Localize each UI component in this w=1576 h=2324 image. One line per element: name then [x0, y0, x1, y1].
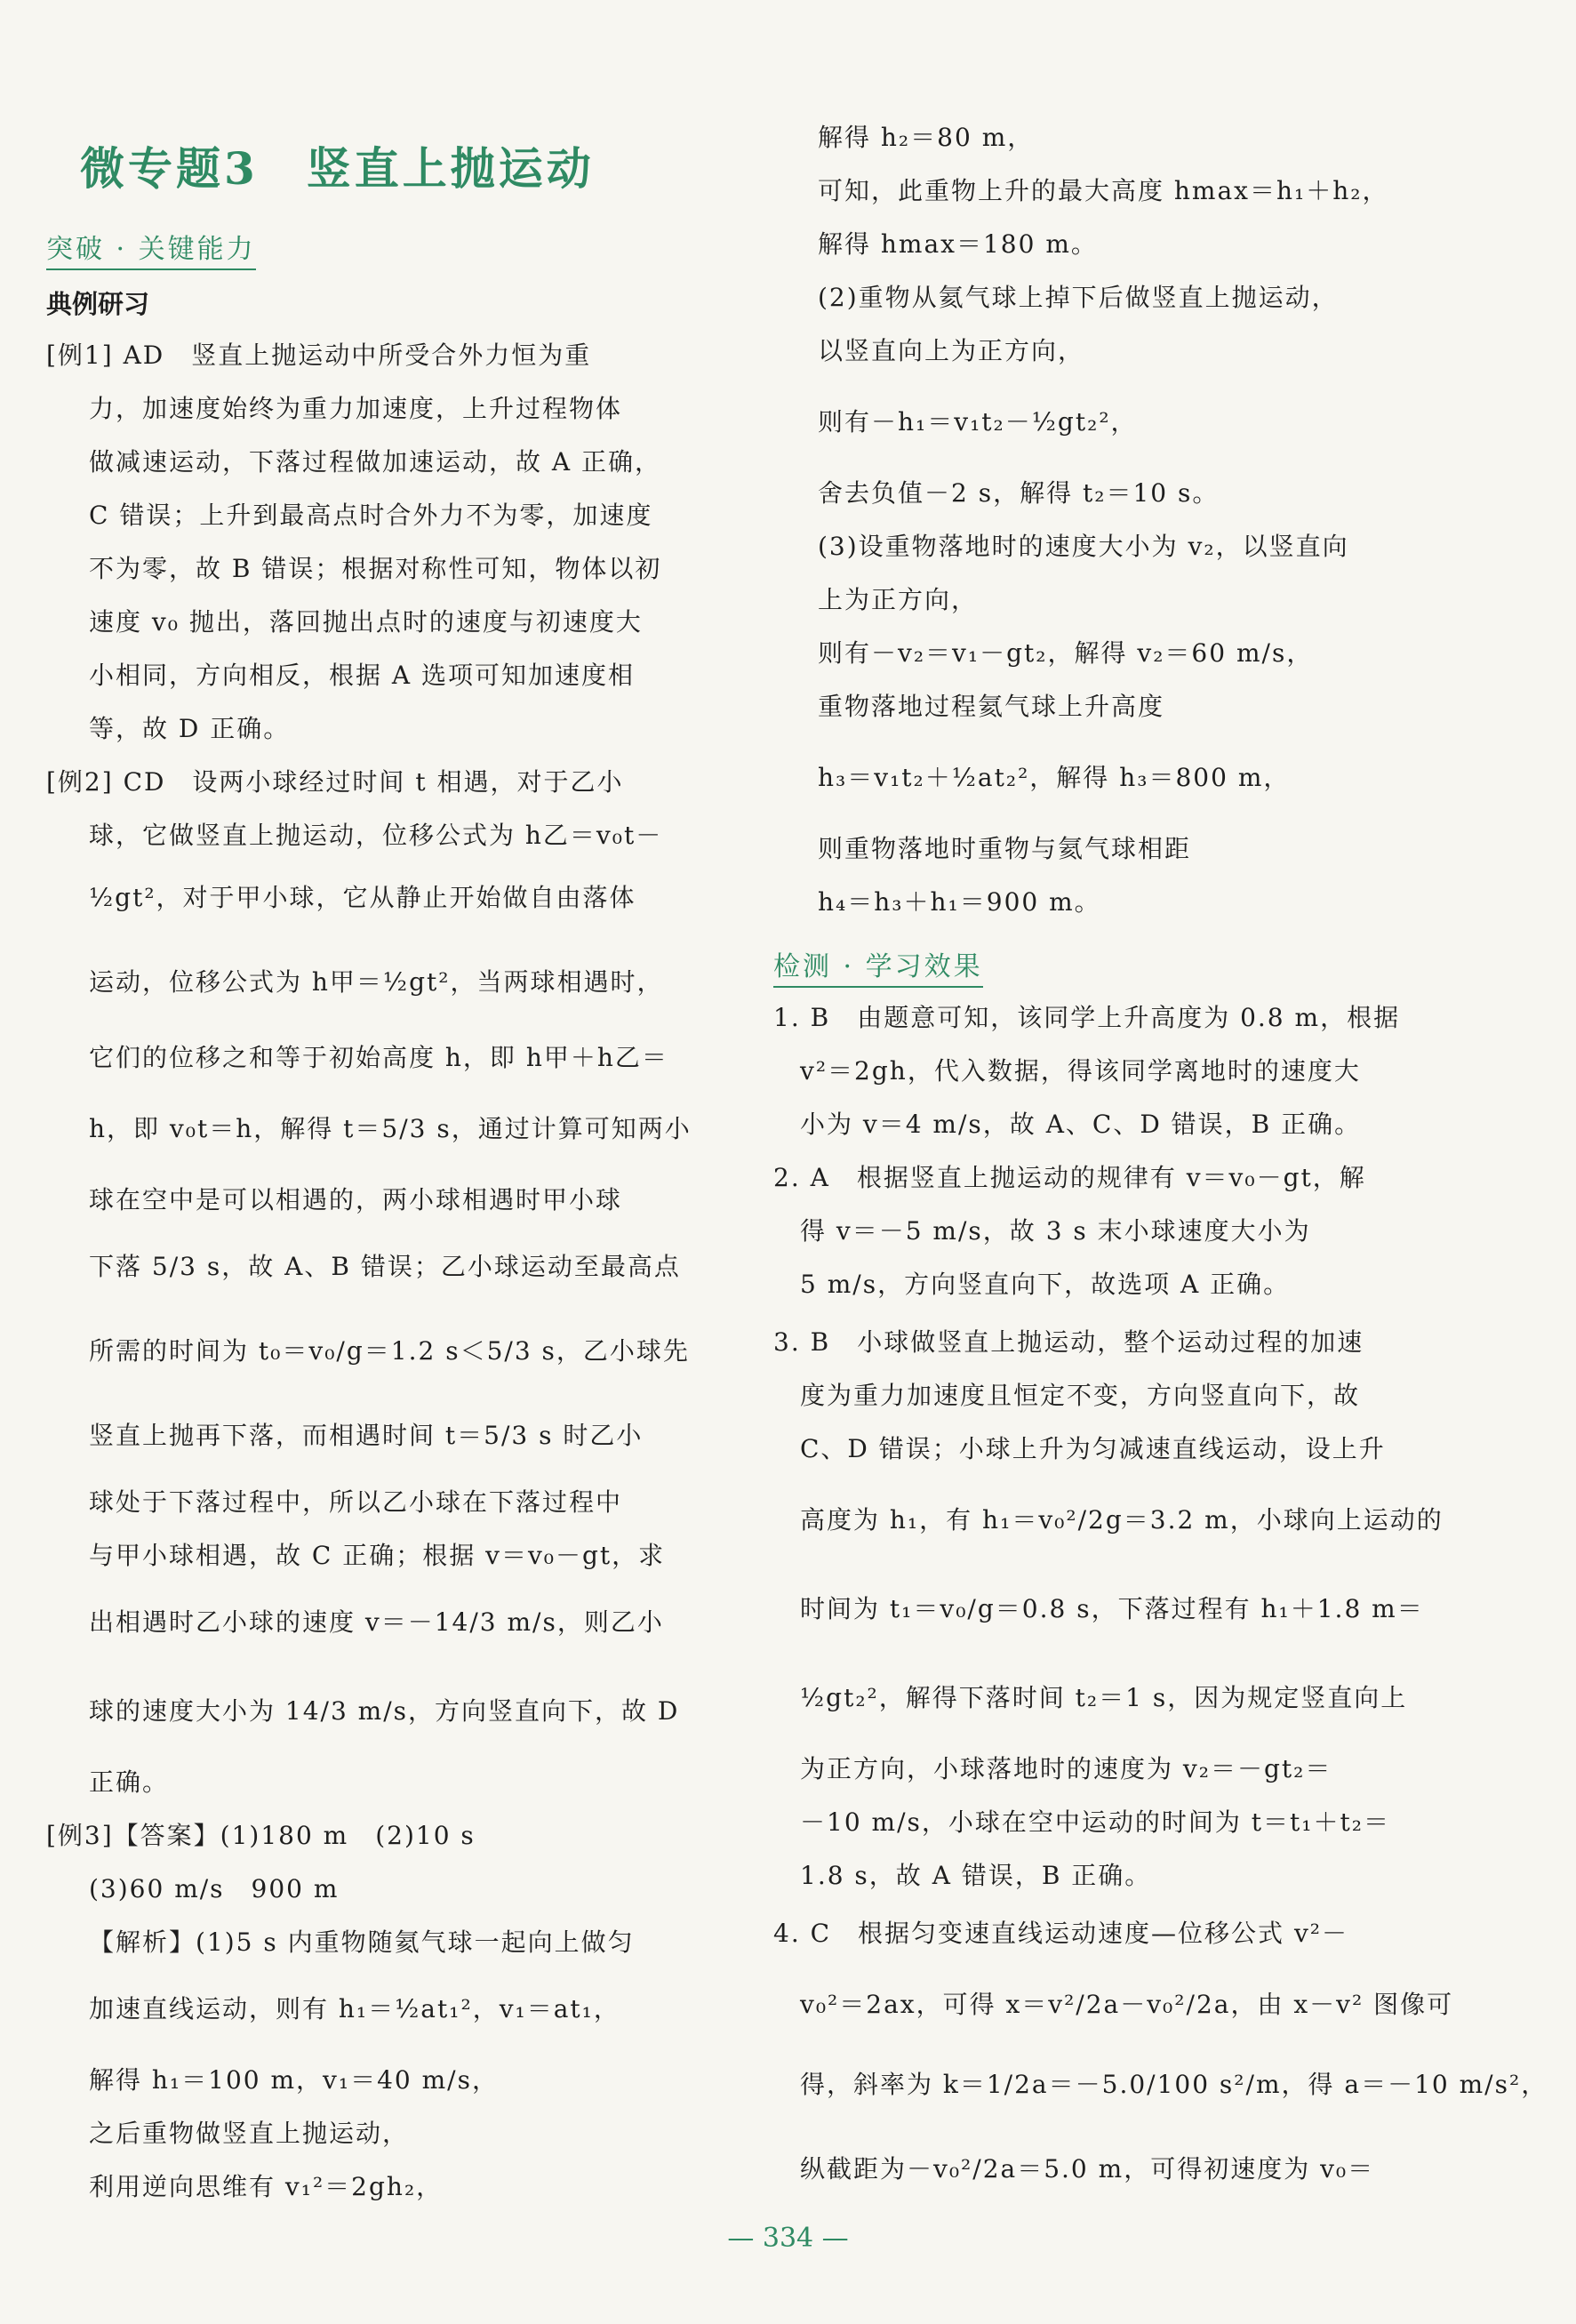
text-line: 不为零，故 B 错误；根据对称性可知，物体以初 [89, 554, 662, 583]
text-line: [例3]【答案】(1)180 m (2)10 s [46, 1821, 476, 1850]
text-line: [例1] AD 竖直上抛运动中所受合外力恒为重 [46, 341, 592, 370]
text-line: 舍去负值－2 s，解得 t₂＝10 s。 [818, 478, 1220, 508]
text-line: 度为重力加速度且恒定不变，方向竖直向下，故 [800, 1381, 1361, 1410]
text-line: 重物落地过程氦气球上升高度 [818, 692, 1165, 721]
text-line: 解得 h₁＝100 m，v₁＝40 m/s， [89, 2065, 499, 2095]
text-line: 之后重物做竖直上抛运动， [89, 2119, 410, 2148]
text-line: 5 m/s，方向竖直向下，故选项 A 正确。 [800, 1270, 1291, 1299]
text-line: ½gt²，对于甲小球，它从静止开始做自由落体 [89, 883, 636, 912]
text-line: 则有－v₂＝v₁－gt₂，解得 v₂＝60 m/s， [818, 638, 1314, 668]
text-line: 1. B 由题意可知，该同学上升高度为 0.8 m，根据 [773, 1003, 1401, 1032]
text-line: 球在空中是可以相遇的，两小球相遇时甲小球 [89, 1185, 623, 1214]
text-line: 下落 5/3 s，故 A、B 错误；乙小球运动至最高点 [89, 1252, 681, 1281]
text-line: 加速直线运动，则有 h₁＝½at₁²，v₁＝at₁， [89, 1994, 620, 2023]
text-line: 利用逆向思维有 v₁²＝2gh₂， [89, 2172, 444, 2201]
text-line: 与甲小球相遇，故 C 正确；根据 v＝v₀－gt，求 [89, 1541, 666, 1570]
text-line: C、D 错误；小球上升为匀减速直线运动，设上升 [800, 1434, 1386, 1463]
text-line: v²＝2gh，代入数据，得该同学离地时的速度大 [800, 1056, 1361, 1086]
text-line: 出相遇时乙小球的速度 v＝－14/3 m/s，则乙小 [89, 1607, 664, 1637]
text-line: 正确。 [89, 1767, 170, 1797]
text-line: v₀²＝2ax，可得 x＝v²/2a－v₀²/2a，由 x－v² 图像可 [800, 1990, 1454, 2019]
text-line: 4. C 根据匀变速直线运动速度—位移公式 v²－ [773, 1919, 1348, 1948]
text-line: C 错误；上升到最高点时合外力不为零，加速度 [89, 501, 653, 530]
page-number: — 334 — [727, 2223, 849, 2254]
text-line: 3. B 小球做竖直上抛运动，整个运动过程的加速 [773, 1327, 1364, 1357]
subheading-typical-examples: 典例研习 [46, 289, 150, 319]
text-line: 为正方向，小球落地时的速度为 v₂＝－gt₂＝ [800, 1754, 1332, 1783]
text-line: 时间为 t₁＝v₀/g＝0.8 s，下落过程有 h₁＋1.8 m＝ [800, 1594, 1424, 1623]
text-line: 等，故 D 正确。 [89, 714, 291, 743]
text-line: －10 m/s，小球在空中运动的时间为 t＝t₁＋t₂＝ [800, 1807, 1390, 1837]
text-line: 1.8 s，故 A 错误，B 正确。 [800, 1861, 1152, 1890]
text-line: 高度为 h₁，有 h₁＝v₀²/2g＝3.2 m，小球向上运动的 [800, 1505, 1444, 1535]
text-line: 上为正方向， [818, 585, 979, 614]
text-line: 小相同，方向相反，根据 A 选项可知加速度相 [89, 661, 636, 690]
text-line: 以竖直向上为正方向， [818, 336, 1085, 365]
text-line: 球，它做竖直上抛运动，位移公式为 h乙＝v₀t－ [89, 821, 663, 850]
text-line: 力，加速度始终为重力加速度，上升过程物体 [89, 394, 623, 423]
text-line: 纵截距为－v₀²/2a＝5.0 m，可得初速度为 v₀＝ [800, 2154, 1375, 2184]
text-line: 它们的位移之和等于初始高度 h，即 h甲＋h乙＝ [89, 1043, 668, 1072]
text-line: 2. A 根据竖直上抛运动的规律有 v＝v₀－gt，解 [773, 1163, 1366, 1192]
text-line: h，即 v₀t＝h，解得 t＝5/3 s，通过计算可知两小 [89, 1114, 692, 1143]
text-line: h₄＝h₃＋h₁＝900 m。 [818, 887, 1101, 917]
text-line: 运动，位移公式为 h甲＝½gt²，当两球相遇时， [89, 967, 664, 997]
text-line: 【解析】(1)5 s 内重物随氦气球一起向上做匀 [89, 1927, 635, 1957]
text-line: [例2] CD 设两小球经过时间 t 相遇，对于乙小 [46, 767, 624, 797]
text-line: h₃＝v₁t₂＋½at₂²，解得 h₃＝800 m， [818, 763, 1291, 792]
text-line: 做减速运动，下落过程做加速运动，故 A 正确， [89, 447, 662, 477]
section-heading-assessment: 检测 · 学习效果 [773, 944, 983, 988]
text-line: (3)设重物落地时的速度大小为 v₂，以竖直向 [818, 532, 1349, 561]
text-line: (3)60 m/s 900 m [89, 1874, 340, 1903]
text-line: 球的速度大小为 14/3 m/s，方向竖直向下，故 D [89, 1696, 680, 1726]
text-line: 竖直上抛再下落，而相遇时间 t＝5/3 s 时乙小 [89, 1421, 644, 1450]
text-line: ½gt₂²，解得下落时间 t₂＝1 s，因为规定竖直向上 [800, 1683, 1408, 1712]
section-heading-breakthrough: 突破 · 关键能力 [46, 227, 256, 270]
text-line: 速度 v₀ 抛出，落回抛出点时的速度与初速度大 [89, 607, 643, 637]
text-line: (2)重物从氦气球上掉下后做竖直上抛运动， [818, 283, 1339, 312]
text-line: 可知，此重物上升的最大高度 hmax＝h₁＋h₂， [818, 176, 1389, 205]
text-line: 则有－h₁＝v₁t₂－½gt₂²， [818, 407, 1138, 437]
text-line: 解得 hmax＝180 m。 [818, 229, 1098, 259]
text-line: 解得 h₂＝80 m， [818, 123, 1035, 152]
text-line: 所需的时间为 t₀＝v₀/g＝1.2 s＜5/3 s，乙小球先 [89, 1336, 690, 1366]
text-line: 得 v＝－5 m/s，故 3 s 末小球速度大小为 [800, 1216, 1311, 1246]
page-title: 微专题3 竖直上抛运动 [80, 142, 595, 195]
text-line: 得，斜率为 k＝1/2a＝－5.0/100 s²/m，得 a＝－10 m/s²， [800, 2070, 1548, 2099]
text-line: 则重物落地时重物与氦气球相距 [818, 834, 1192, 863]
text-line: 球处于下落过程中，所以乙小球在下落过程中 [89, 1487, 623, 1517]
text-line: 小为 v＝4 m/s，故 A、C、D 错误，B 正确。 [800, 1110, 1362, 1139]
